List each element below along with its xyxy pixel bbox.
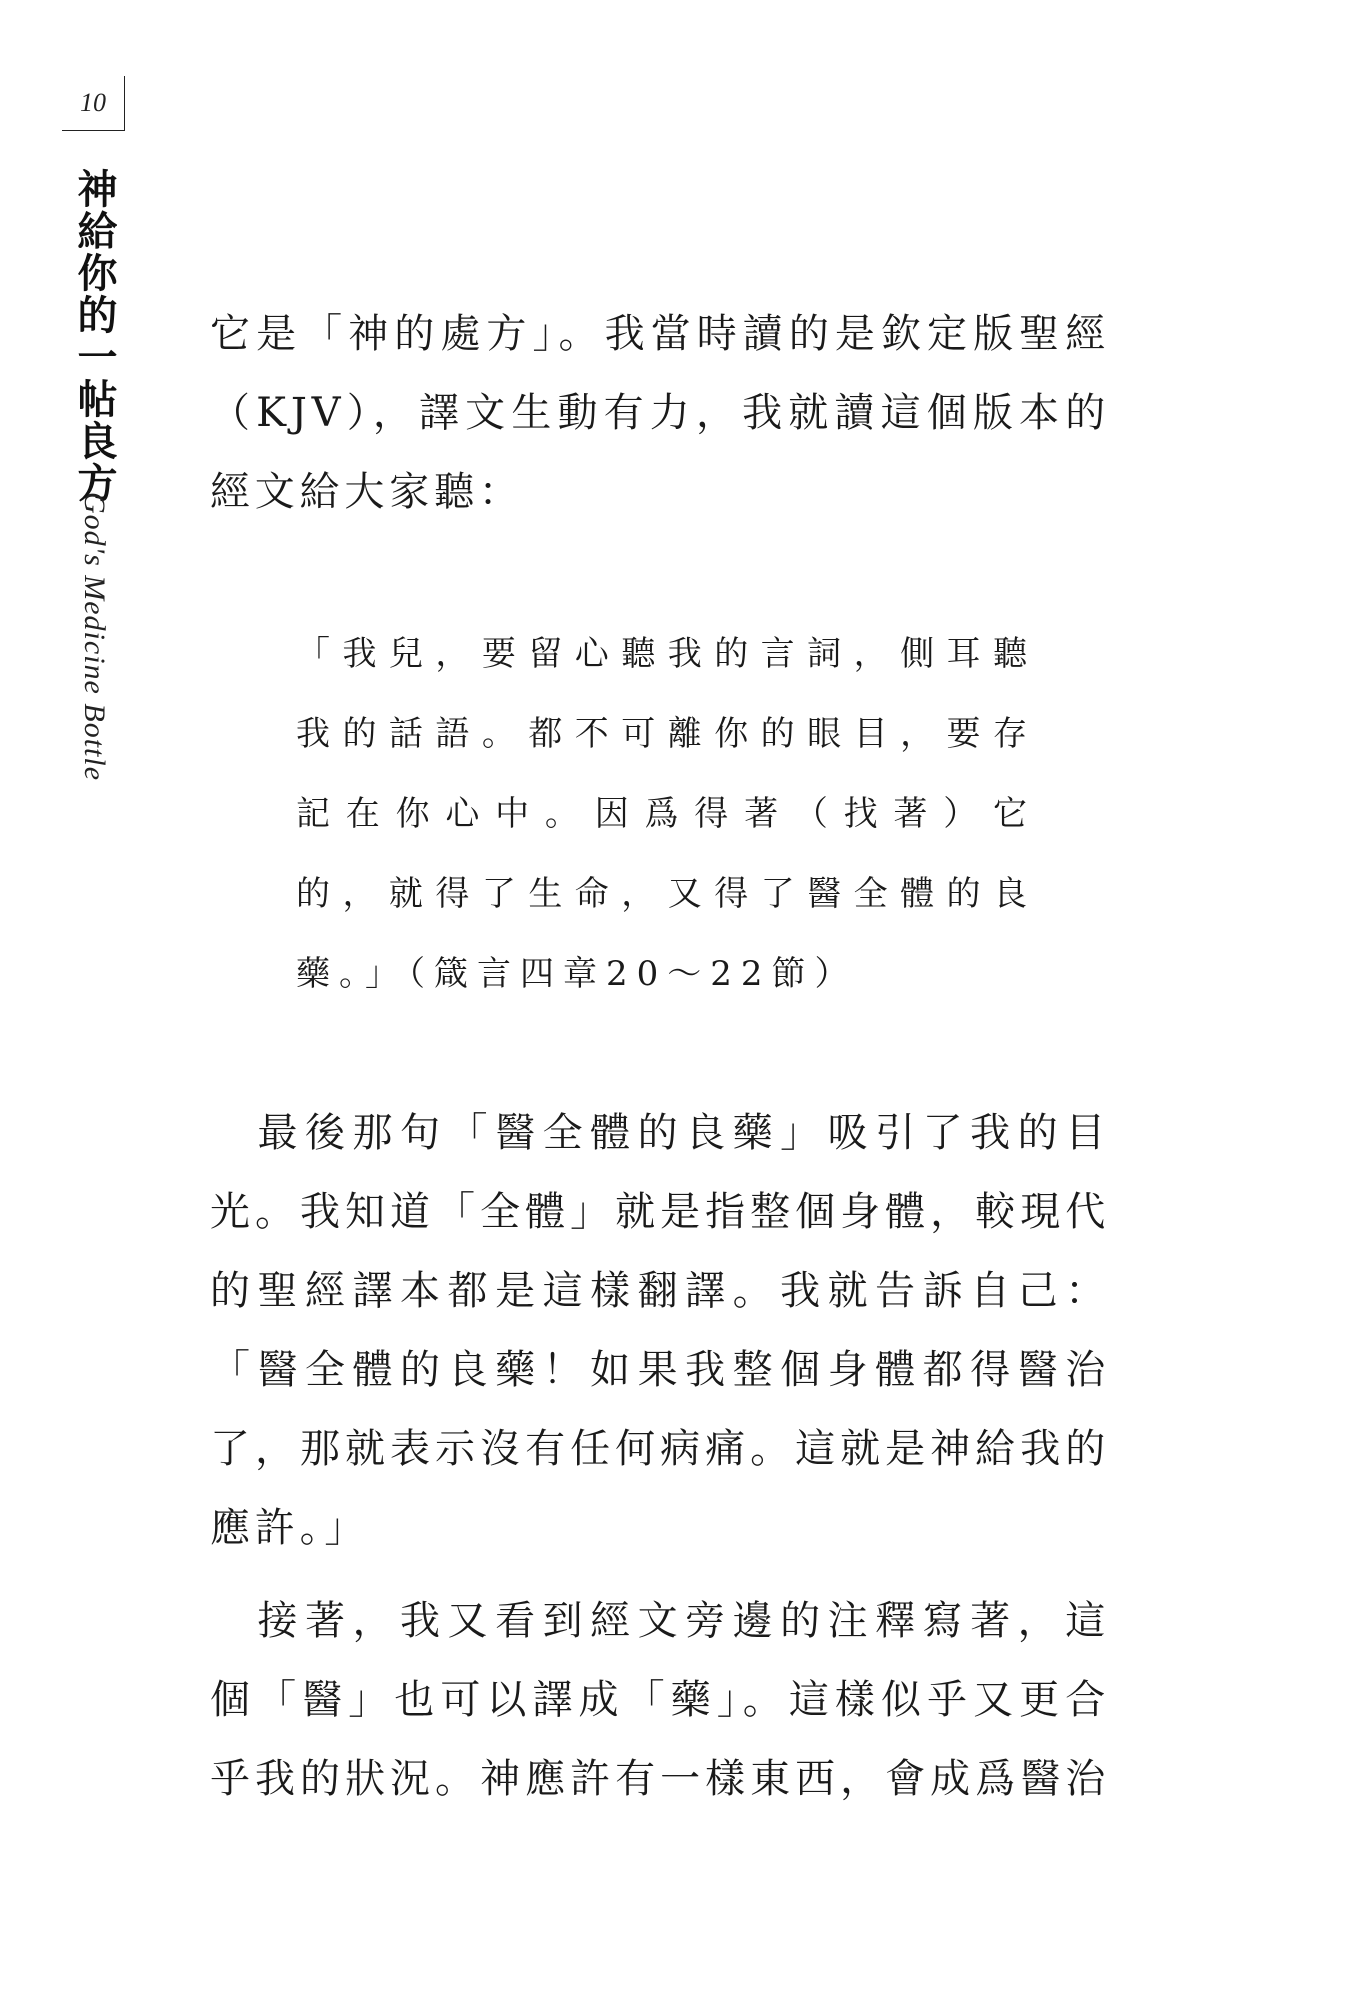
text-line: 它是「神的處方」。我當時讀的是欽定版聖經 [210, 311, 1110, 357]
quote-line: 我的話語。都不可離你的眼目，要存 [296, 714, 1036, 754]
quote-line: 「我兒，要留心聽我的言詞，側耳聽 [296, 634, 1036, 674]
paragraph-3 [210, 1582, 1110, 1819]
quote-line: 記在你心中。因爲得著（找著）它 [296, 794, 1036, 834]
paragraph-2 [210, 1094, 1110, 1568]
scripture-quote [296, 614, 1036, 1014]
text-line: （KJV），譯文生動有力，我就讀這個版本的 [210, 390, 1110, 436]
text-line: 應許。」 [210, 1505, 370, 1551]
text-line: 的聖經譯本都是這樣翻譯。我就告訴自己： [210, 1268, 1110, 1314]
text-line: 光。我知道「全體」就是指整個身體，較現代 [210, 1189, 1110, 1235]
text-line: 經文給大家聽： [210, 469, 524, 515]
running-title: 神給你的一帖良方 [71, 168, 117, 504]
paragraph-1 [210, 295, 1110, 532]
quote-line: 藥。」（箴言四章20～22節） [296, 954, 858, 994]
text-line: 「醫全體的良藥！如果我整個身體都得醫治 [210, 1347, 1110, 1393]
text-line: 了，那就表示沒有任何病痛。這就是神給我的 [210, 1426, 1110, 1472]
text-line: 乎我的狀況。神應許有一樣東西，會成爲醫治 [210, 1756, 1110, 1802]
running-subtitle: God's Medicine Bottle [78, 492, 111, 782]
text-line: 最後那句「醫全體的良藥」吸引了我的目 [210, 1110, 1110, 1156]
quote-line: 的，就得了生命，又得了醫全體的良 [296, 874, 1036, 914]
page-number: 10 [62, 76, 125, 131]
text-line: 接著，我又看到經文旁邊的注釋寫著，這 [210, 1598, 1110, 1644]
text-line: 個「醫」也可以譯成「藥」。這樣似乎又更合 [210, 1677, 1110, 1723]
